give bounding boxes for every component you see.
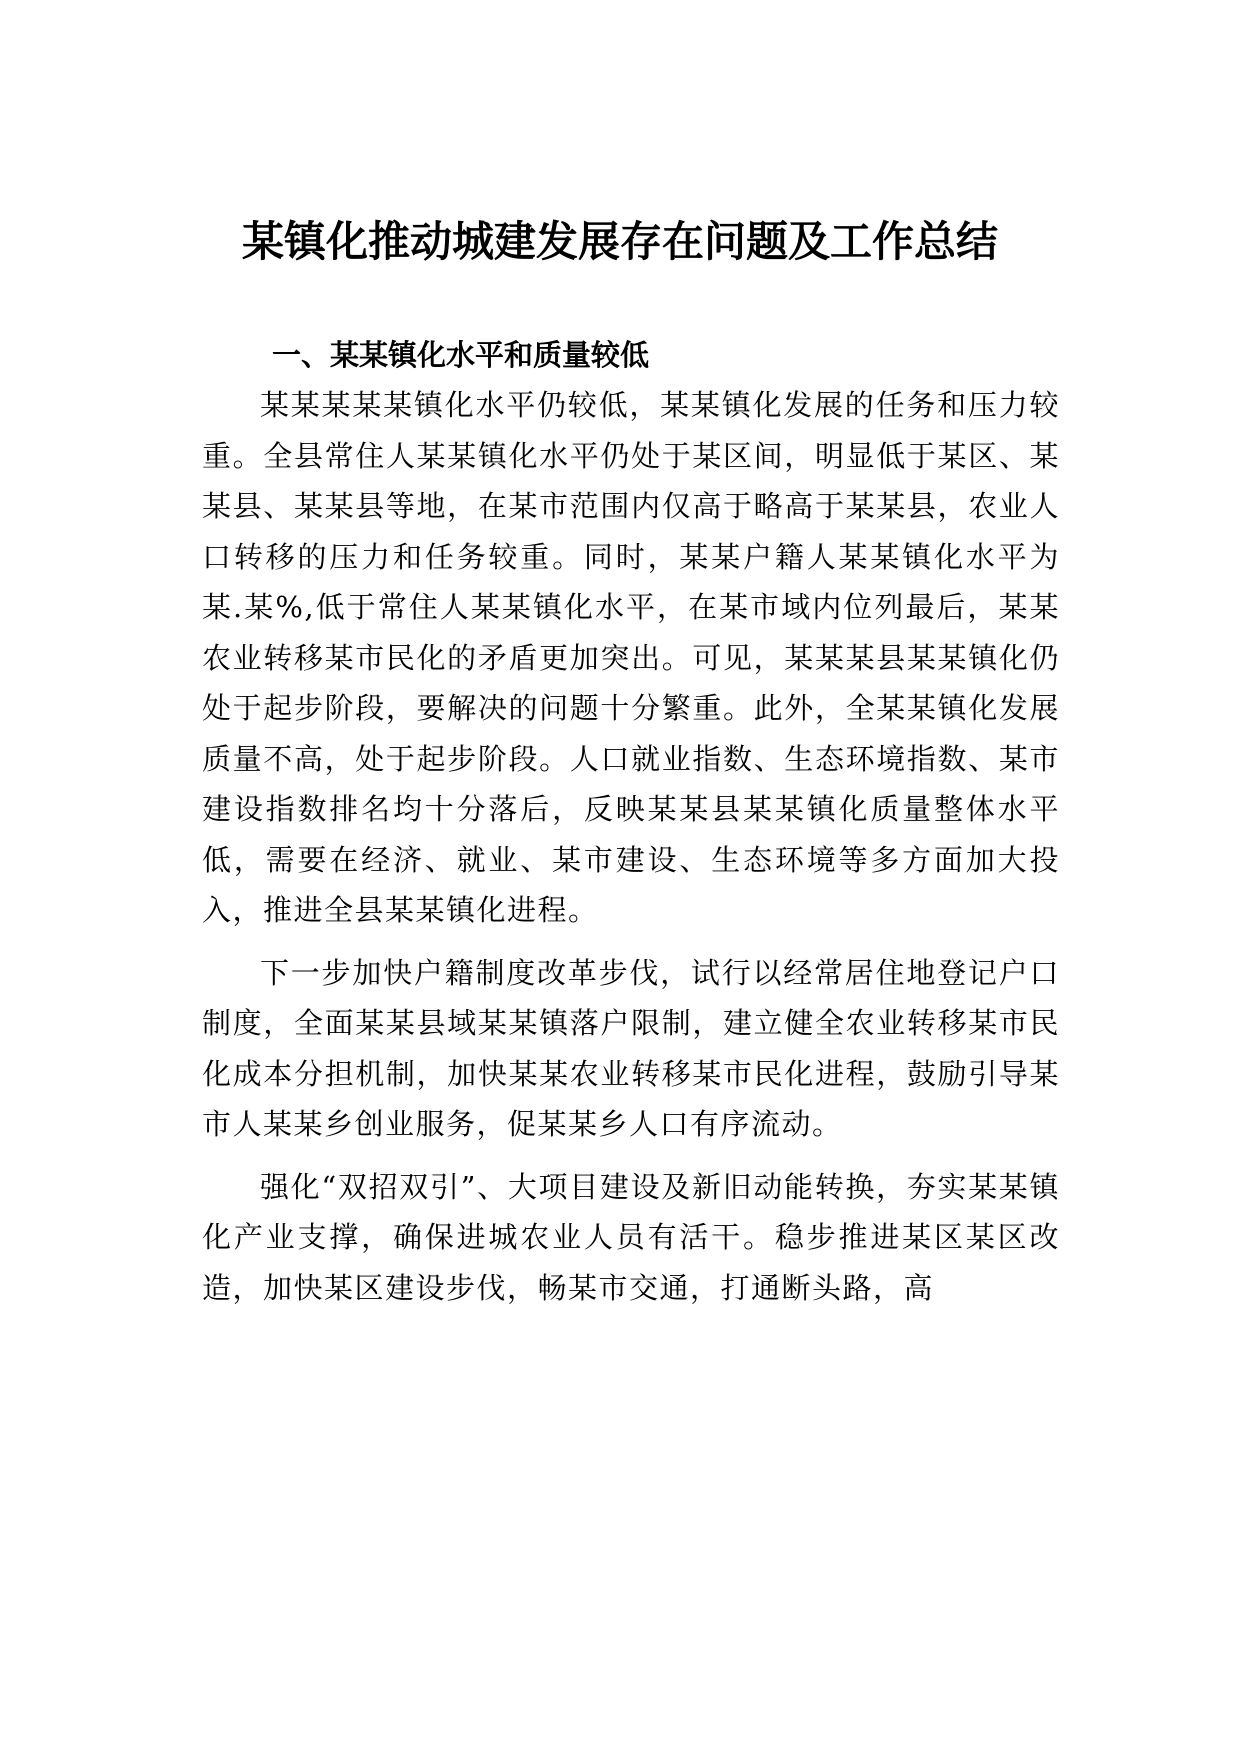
document-title: 某镇化推动城建发展存在问题及工作总结 [241, 217, 998, 266]
section-heading: 一、某某镇化水平和质量较低 [272, 338, 650, 372]
paragraph-2: 下一步加快户籍制度改革步伐，试行以经常居住地登记户口制度，全面某某县域某某镇落户限制，建立健全农业转移某市民化成本分担机制，加快某某农业转移某市民化进程，鼓励引导某市人某某乡创业服务，促某某乡人口有序流动。 [202, 955, 1060, 1141]
document-body [202, 330, 1060, 1313]
paragraph-1: 某某某某某镇化水平仍较低，某某镇化发展的任务和压力较重。全县常住人某某镇化水平仍处于某区间，明显低于某区、某某县、某某县等地，在某市范围内仅高于略高于某某县，农业人口转移的压力和任务较重。同时，某某户籍人某某镇化水平为某.某%,低于常住人某某镇化水平，在某市域内位列最后，某某农业转移某市民化的矛盾更加突出。可见，某某某县某某镇化仍处于起步阶段，要解决的问题十分繁重。此外，全某某镇化发展质量不高，处于起步阶段。人口就业指数、生态环境指数、某市建设指数排名均十分落后，反映某某县某某镇化质量整体水平低，需要在经济、就业、某市建设、生态环境等多方面加大投入，推进全县某某镇化进程。 [202, 388, 1060, 927]
paragraph-3: 强化“双招双引”、大项目建设及新旧动能转换，夯实某某镇化产业支撑，确保进城农业人员有活干。稳步推进某区某区改造，加快某区建设步伐，畅某市交通，打通断头路，高 [202, 1169, 1060, 1305]
